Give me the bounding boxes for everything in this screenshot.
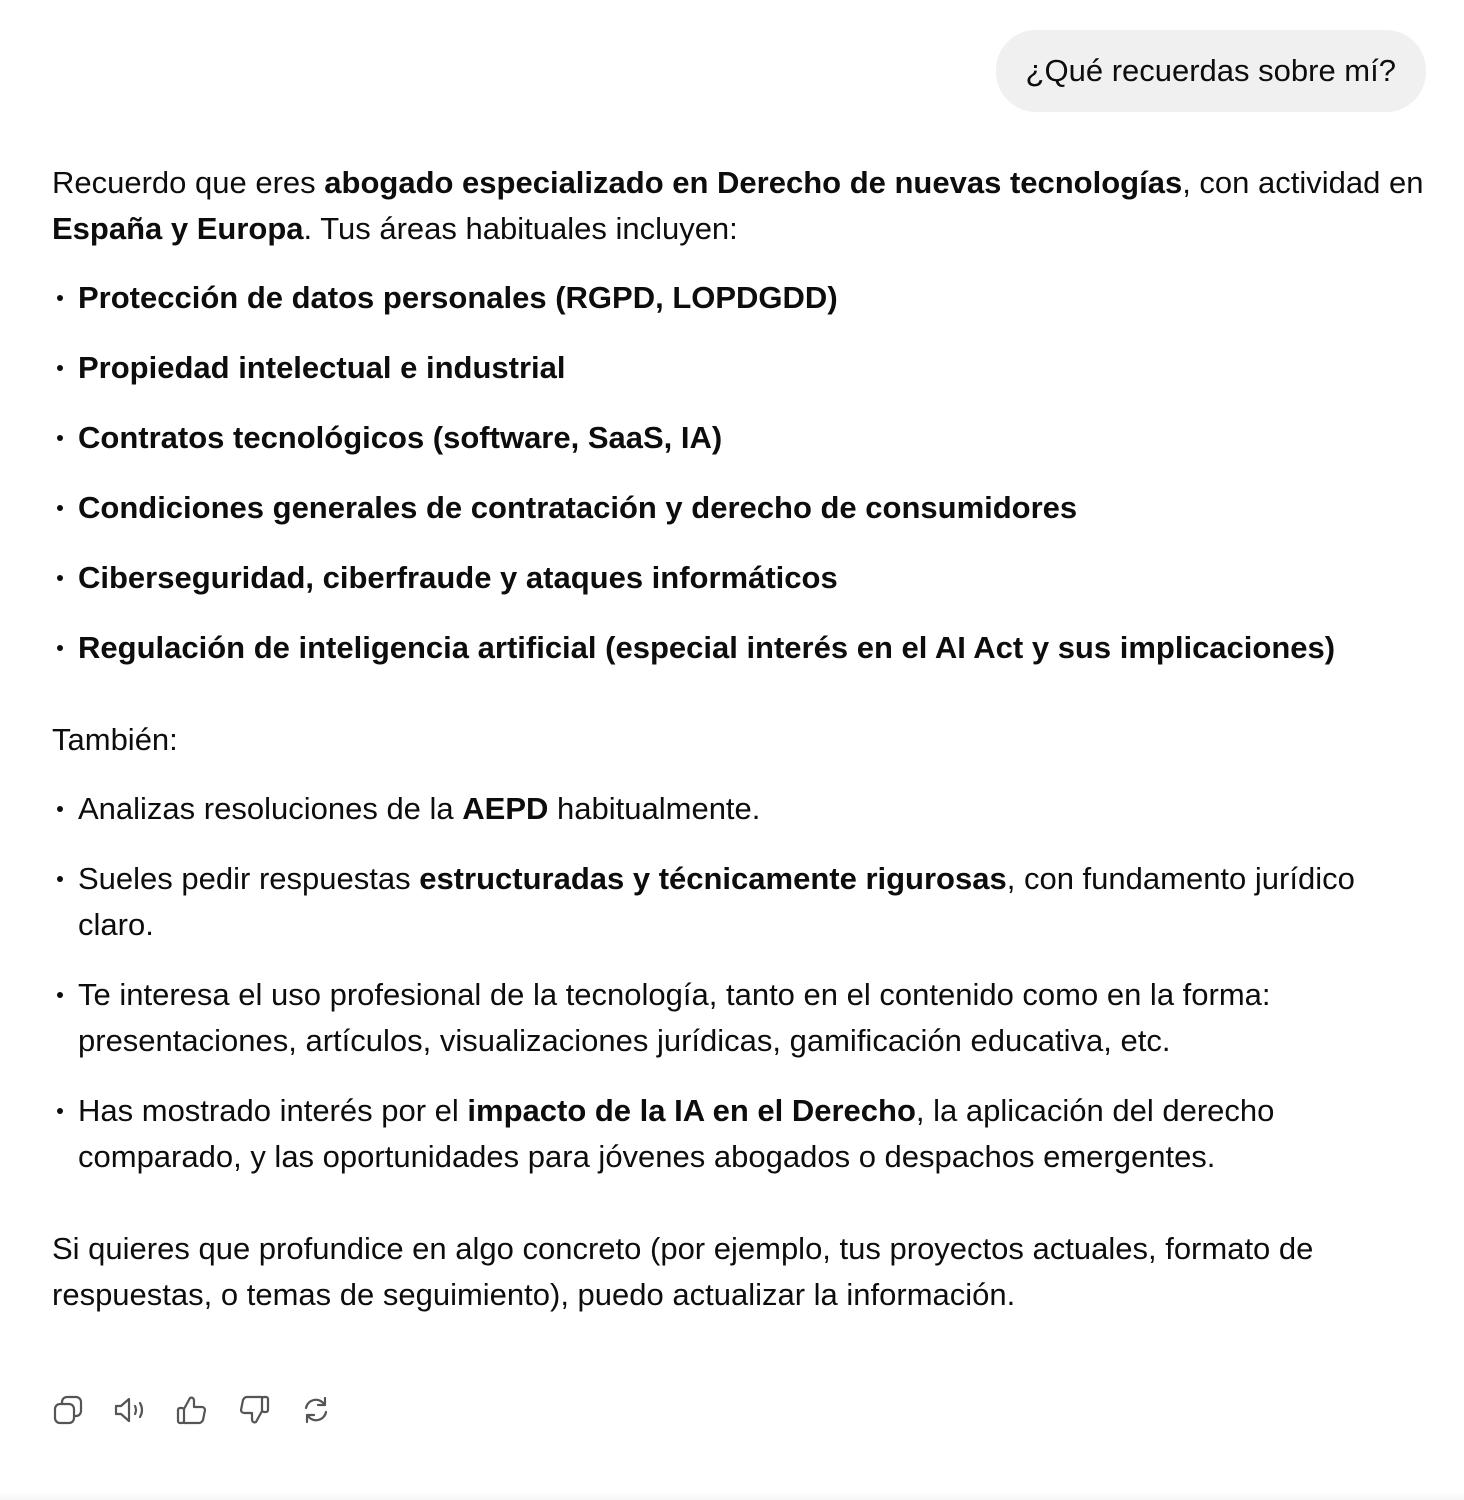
item-text: Te interesa el uso profesional de la tecnología, tanto en el contenido como en la forma: presentaciones, artículos, visualizaciones jurídicas, gamificación educativa, etc. [78, 977, 1271, 1058]
list-item: Contratos tecnológicos (software, SaaS, IA) [52, 415, 1424, 461]
list-item [52, 786, 1424, 832]
user-message-bubble [996, 30, 1426, 112]
thumbs-down-icon [236, 1392, 272, 1428]
user-message-text: ¿Qué recuerdas sobre mí? [1025, 53, 1396, 88]
copy-button[interactable] [50, 1392, 86, 1428]
speaker-icon [112, 1392, 148, 1428]
item-text: , con fundamento jurídico claro. [78, 861, 1355, 942]
assistant-message [52, 160, 1424, 1318]
intro-text-3: . Tus áreas habituales incluyen: [303, 211, 738, 246]
thumbs-up-button[interactable] [174, 1392, 210, 1428]
also-list [52, 786, 1424, 1180]
item-text: Analizas resoluciones de la [78, 791, 463, 826]
item-text: , la aplicación del derecho comparado, y las oportunidades para jóvenes abogados o despachos emergentes. [78, 1093, 1275, 1174]
item-bold: estructuradas y técnicamente rigurosas [419, 861, 1007, 896]
also-label: También: [52, 722, 178, 757]
copy-icon [50, 1392, 86, 1428]
list-item: Regulación de inteligencia artificial (especial interés en el AI Act y sus implicaciones) [52, 625, 1424, 671]
intro-paragraph [52, 160, 1424, 252]
item-text: habitualmente. [548, 791, 761, 826]
list-item: Propiedad intelectual e industrial [52, 345, 1424, 391]
intro-bold-2: España y Europa [52, 211, 304, 246]
item-bold: impacto de la IA en el Derecho [467, 1093, 916, 1128]
thumbs-up-icon [174, 1392, 210, 1428]
list-item [52, 972, 1424, 1064]
message-actions [50, 1392, 334, 1428]
bottom-edge [0, 1492, 1464, 1500]
user-message-row [996, 30, 1426, 112]
item-text: Sueles pedir respuestas [78, 861, 420, 896]
intro-bold-1: abogado especializado en Derecho de nuevas tecnologías [324, 165, 1183, 200]
list-item [52, 1088, 1424, 1180]
item-text: Has mostrado interés por el [78, 1093, 468, 1128]
list-item [52, 856, 1424, 948]
thumbs-down-button[interactable] [236, 1392, 272, 1428]
item-bold: AEPD [462, 791, 549, 826]
list-item: Protección de datos personales (RGPD, LOPDGDD) [52, 275, 1424, 321]
closing-paragraph: Si quieres que profundice en algo concreto (por ejemplo, tus proyectos actuales, formato de respuestas, o temas de seguimiento), puedo actualizar la información. [52, 1231, 1314, 1312]
regenerate-icon [298, 1392, 334, 1428]
intro-text-1: Recuerdo que eres [52, 165, 325, 200]
areas-list [52, 275, 1424, 671]
list-item: Ciberseguridad, ciberfraude y ataques informáticos [52, 555, 1424, 601]
list-item: Condiciones generales de contratación y derecho de consumidores [52, 485, 1424, 531]
read-aloud-button[interactable] [112, 1392, 148, 1428]
regenerate-button[interactable] [298, 1392, 334, 1428]
intro-text-2: , con actividad en [1182, 165, 1424, 200]
